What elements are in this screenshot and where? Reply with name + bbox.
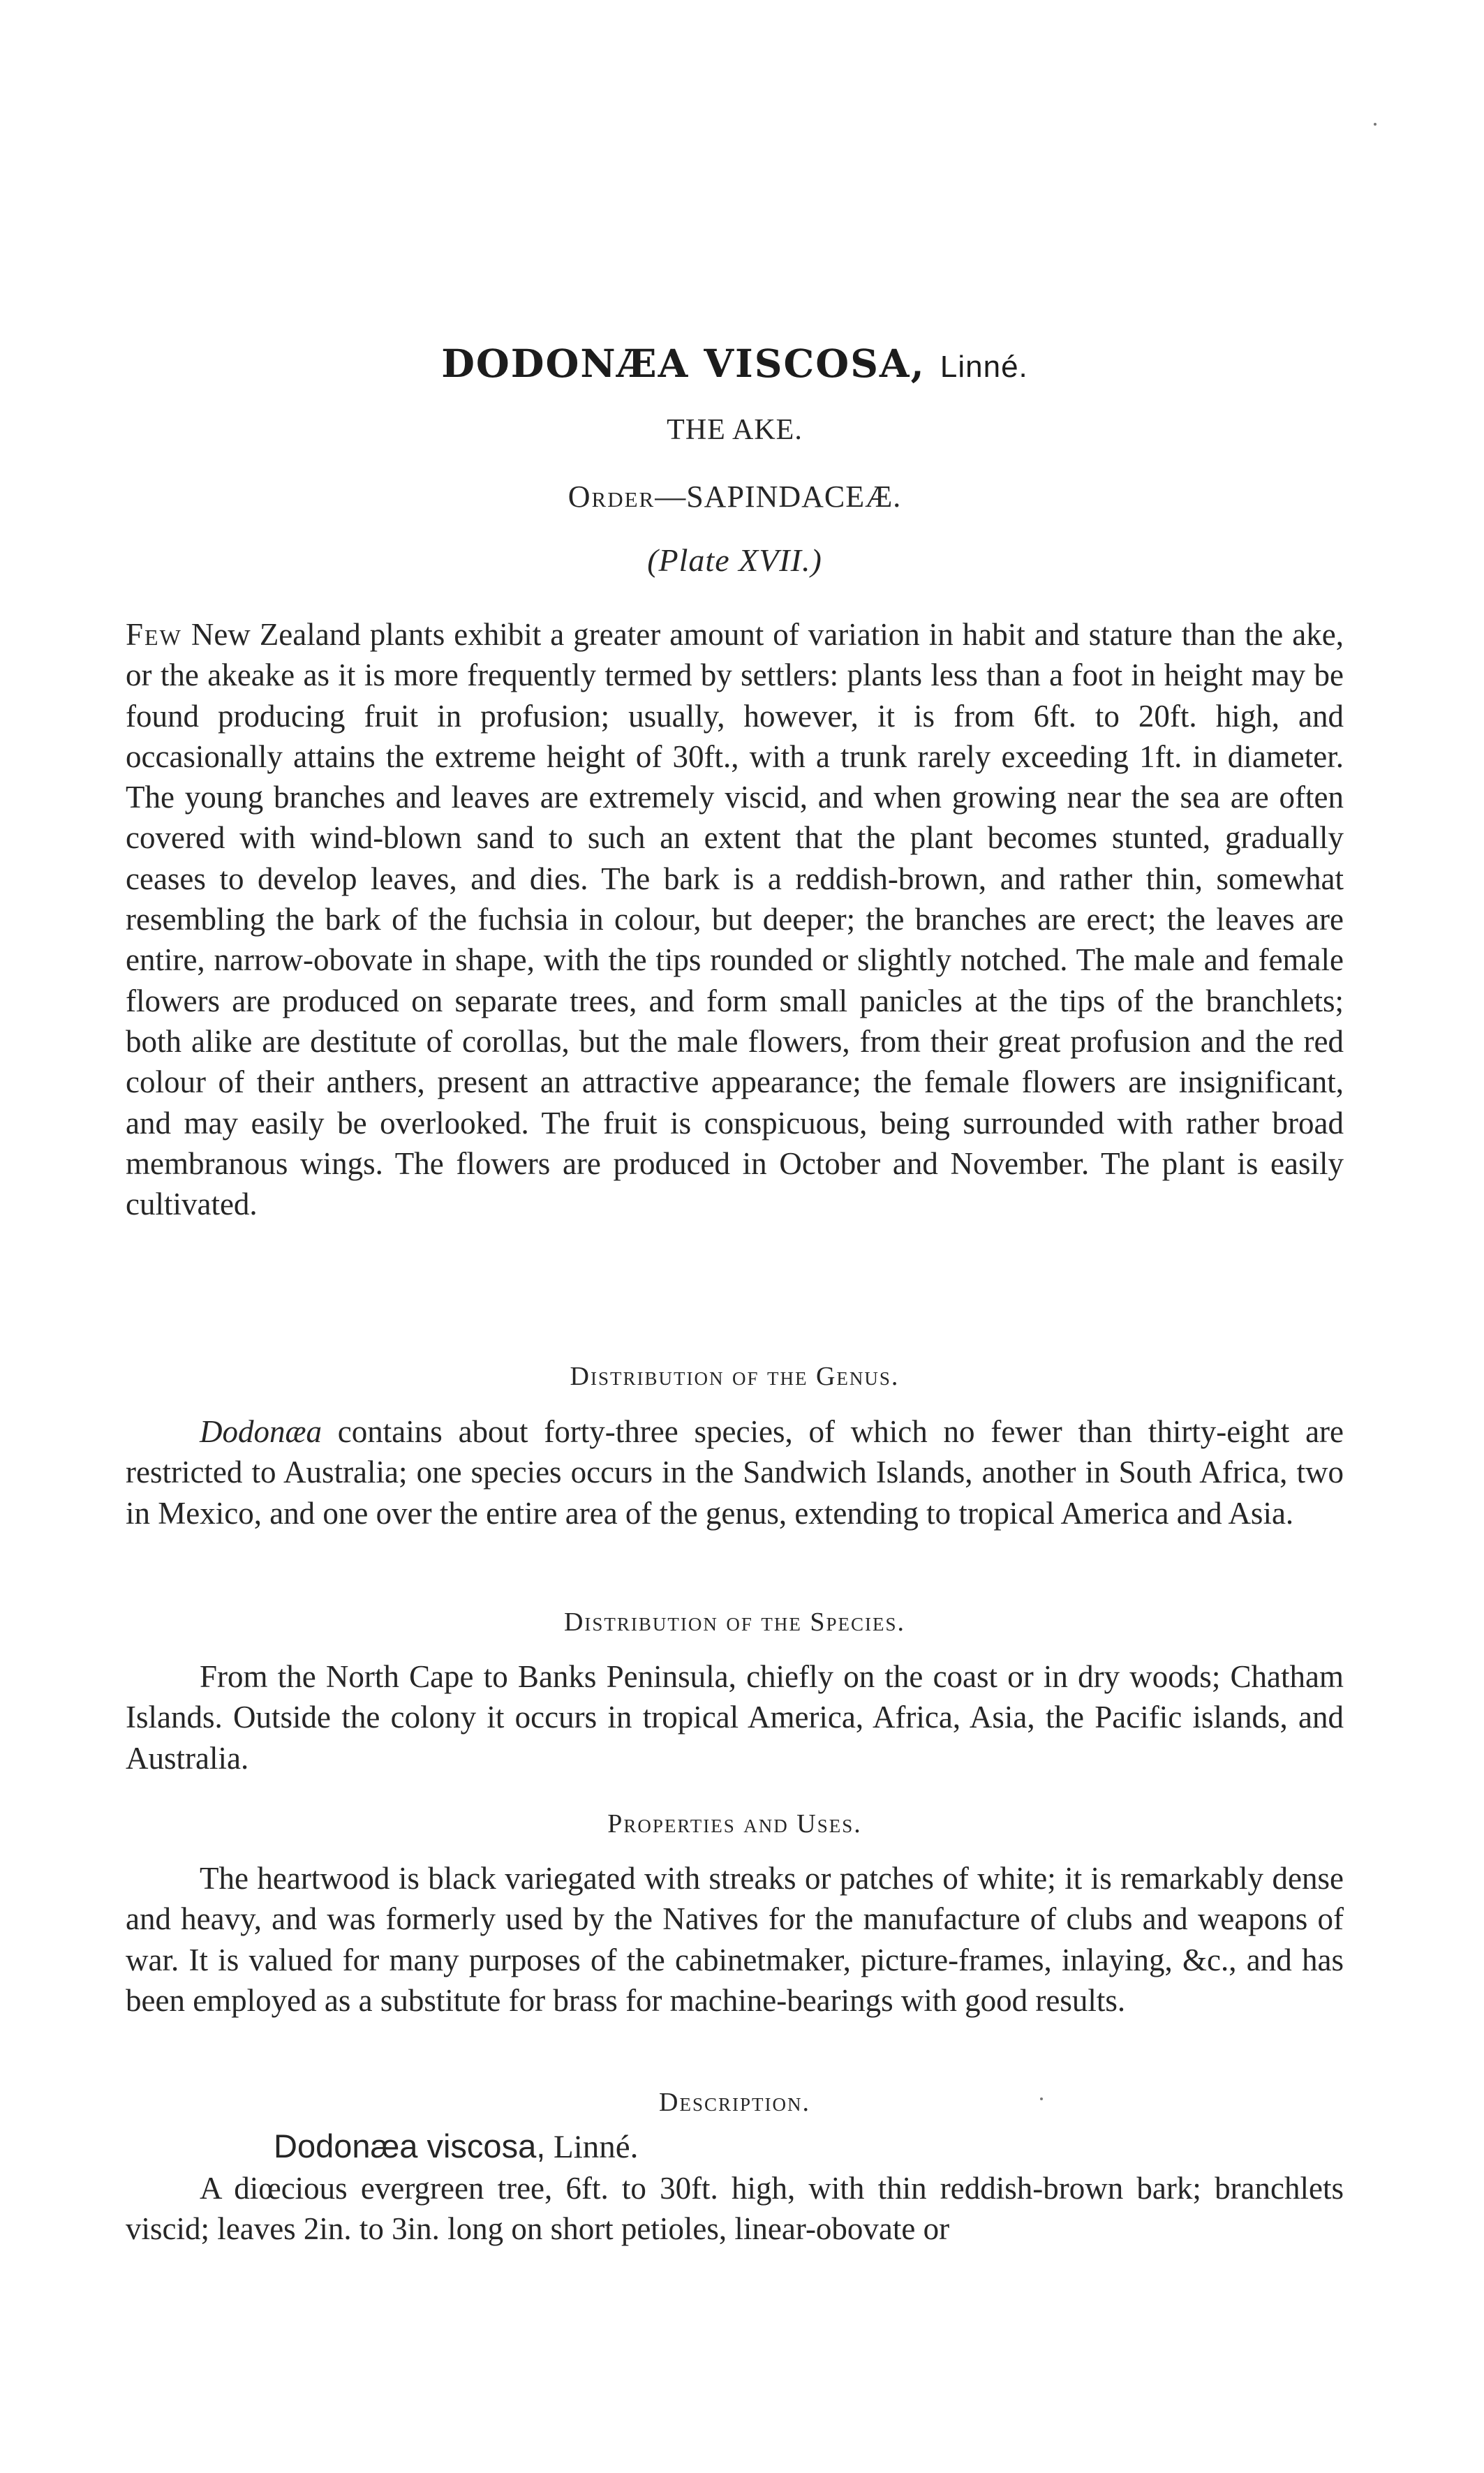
properties-text: The heartwood is black variegated with streaks or patches of white; it is remarkably dense and heavy, and was formerly used by the Natives for the manufacture of clubs and weapons of war. It is valued for many purposes of the cabinetmaker, picture-frames, inlaying, &c., and has been employed as a substitute for brass for machine-bearings with good results. bbox=[126, 1861, 1344, 2018]
properties-paragraph bbox=[126, 1858, 1344, 2021]
description-paragraph bbox=[126, 2168, 1344, 2250]
order-line bbox=[126, 479, 1344, 514]
genus-name: Dodonæa bbox=[200, 1414, 322, 1449]
print-speck bbox=[1374, 123, 1377, 126]
distribution-genus-paragraph bbox=[126, 1411, 1344, 1533]
distribution-species-paragraph bbox=[126, 1656, 1344, 1778]
heading-distribution-species: Distribution of the Species. bbox=[563, 1607, 906, 1637]
heading-distribution-genus: Distribution of the Genus. bbox=[570, 1362, 900, 1391]
intro-lead-word: Few bbox=[126, 617, 182, 652]
description-species: Dodonæa viscosa, bbox=[274, 2127, 546, 2164]
heading-description: Description. bbox=[659, 2088, 810, 2117]
page-title bbox=[126, 341, 1344, 386]
order-name: —SAPINDACEÆ. bbox=[655, 480, 902, 514]
description-text: A diœcious evergreen tree, 6ft. to 30ft. high, with thin reddish-brown bark; branchlets viscid; leaves 2in. to 3in. long on short petioles, linear-obovate or bbox=[126, 2171, 1344, 2247]
heading-properties: Properties and Uses. bbox=[607, 1809, 862, 1839]
intro-paragraph bbox=[126, 614, 1344, 1224]
distribution-species-text: From the North Cape to Banks Peninsula, chiefly on the coast or in dry woods; Chatham Islands. Outside the colony it occurs in tropical America, Africa, Asia, the Pacific islands, and Australia. bbox=[126, 1659, 1344, 1776]
title-author: Linné. bbox=[940, 350, 1028, 384]
description-author: Linné. bbox=[545, 2129, 639, 2165]
print-speck bbox=[1040, 2097, 1043, 2100]
common-name: THE AKE. bbox=[667, 414, 803, 446]
description-species-line bbox=[274, 2127, 638, 2166]
intro-text: New Zealand plants exhibit a greater amount of variation in habit and stature than the ake, or the akeake as it is more frequently termed by settlers: plants less than a foot in height may be found producing fruit in profusion; usually, however, it is from 6ft. to 20ft. high, and occasionally attains the extreme height of 30ft., with a trunk rarely exceeding 1ft. in diameter. The young branches and leaves are extremely viscid, and when growing near the sea are often covered with wind-blown sand to such an extent that the plant becomes stunted, gradually ceases to develop leaves, and dies. The bark is a reddish-brown, and rather thin, somewhat resembling the bark of the fuchsia in colour, but deeper; the branches are erect; the leaves are entire, narrow-obovate in shape, with the tips rounded or slightly notched. The male and female flowers are produced on separate trees, and form small panicles at the tips of the branchlets; both alike are destitute of corollas, but the male flowers, from their great profusion and the red colour of their anthers, present an attractive appearance; the female flowers are insignificant, and may easily be overlooked. The fruit is conspicuous, being surrounded with rather broad membranous wings. The flowers are produced in October and November. The plant is easily cultivated. bbox=[126, 617, 1344, 1222]
order-label: Order bbox=[567, 480, 655, 514]
title-species: DODONÆA VISCOSA, bbox=[441, 341, 926, 386]
plate-reference: (Plate XVII.) bbox=[647, 542, 822, 578]
distribution-genus-text: contains about forty-three species, of which no fewer than thirty-eight are restricted to Australia; one species occurs in the Sandwich Islands, another in South Africa, two in Mexico, and one over the entire area of the genus, extending to tropical America and Asia. bbox=[126, 1414, 1344, 1531]
